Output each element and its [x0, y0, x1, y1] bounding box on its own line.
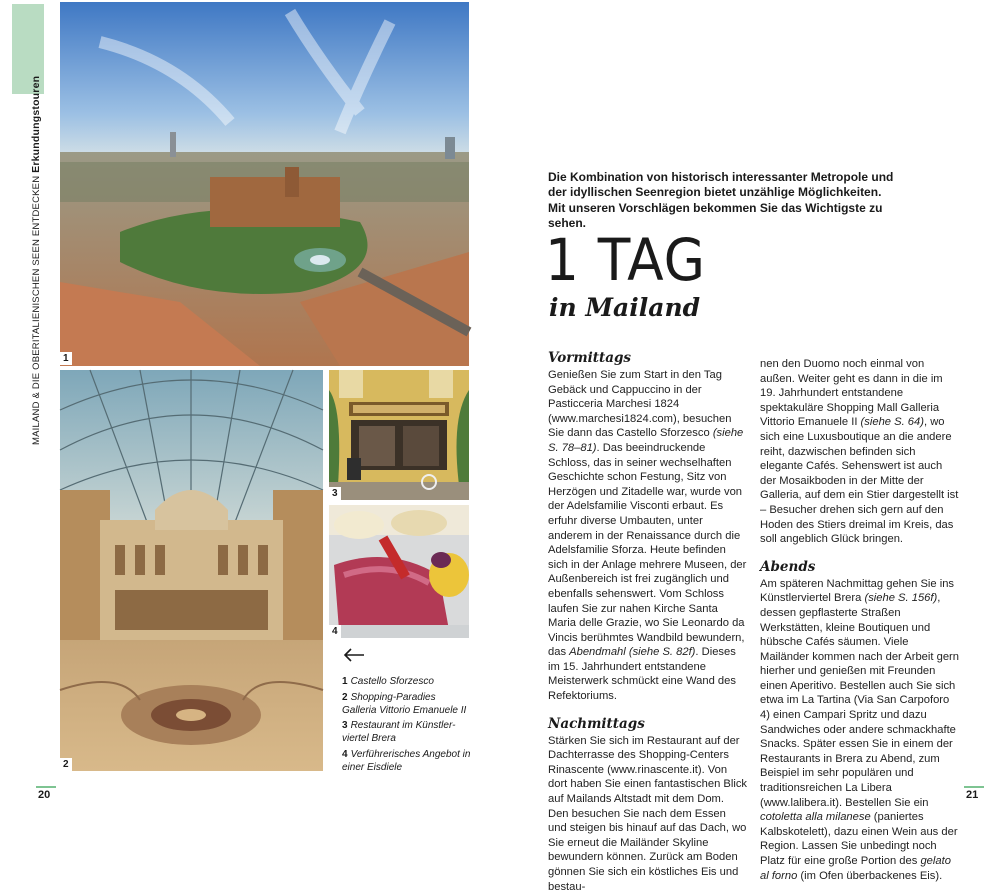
text-column-left	[548, 350, 747, 894]
caption-item: 3 Restaurant im Künstler-viertel Brera	[342, 720, 456, 745]
section-heading-nachmittags: Nachmittags	[548, 715, 645, 732]
image-number: 1	[60, 352, 72, 365]
intro-paragraph: Die Kombination von historisch interessanter Metropole und der idyllischen Seenregion bietet unzählige Möglichkeiten. Mit unseren Vorschlägen bekommen Sie das Wichtigste zu sehen.	[548, 170, 894, 230]
caption-item: 1 Castello Sforzesco	[342, 676, 434, 687]
caption-item: 2 Shopping-Paradies Galleria Vittorio Emanuele II	[342, 691, 467, 716]
section-heading-vormittags: Vormittags	[548, 350, 632, 366]
image-number: 3	[329, 487, 341, 500]
castle-aerial-photo	[60, 2, 469, 366]
section-body-vormittags: Genießen Sie zum Start in den Tag Gebäck und Cappuccino in der Pasticceria Marchesi 1824 (www.marchesi1824.com), besuchen Sie dann das Castello Sforzesco (siehe S. 78–81). Das beeindruckende Schloss, das in seiner wechselhaften Geschichte schon Festung, Sitz von Herzögen und Zitadelle war, wurde von der Adelsfamilie Visconti erbaut. Es erfuhr diverse Umbauten, unter anderem in der Renaissance durch die Adelsfamilie Sforza. Heute befinden sich in der Anlage mehrere Museen, der Außenbereich ist frei zugänglich und ebenfalls sehenswert. Vom Schloss laufen Sie zur nahen Kirche Santa Maria delle Grazie, wo Sie Leonardo da Vincis berühmtes Wandbild bewundern, das Abendmahl (siehe S. 82f). Dieses im 15. Jahrhundert entstandene Meisterwerk schmückt eine Wand des Refektoriums.	[548, 369, 747, 703]
image-number: 4	[329, 625, 341, 638]
cafe-storefront-photo	[329, 370, 469, 500]
running-header	[30, 75, 46, 445]
text-column-right	[760, 357, 959, 883]
page-number-left: 20	[38, 789, 51, 801]
page-subtitle: in Mailand	[549, 293, 701, 322]
page-number-right: 21	[966, 789, 979, 801]
footer-rule-right	[964, 786, 984, 788]
galleria-interior-photo	[60, 370, 323, 771]
running-header-section: Erkundungstouren	[30, 75, 42, 173]
running-header-text: MAILAND & DIE OBERITALIENISCHEN SEEN ENTDECKEN	[31, 175, 42, 445]
section-body-nachmittags-cont: nen den Duomo noch einmal von außen. Weiter geht es dann in die im 19. Jahrhundert entstandene spektakuläre Shopping Mall Galleria Vittorio Emanuele II (siehe S. 64), wo sich eine Luxusboutique an die andere reiht, dazwischen befinden sich elegante Cafés. Sehenswert ist auch der Mosaikboden in der Mitte der Galleria, auf dem ein Stier dargestellt ist – Besucher drehen sich gern auf den Hoden des Stiers dreimal im Kreis, das soll angeblich Glück bringen.	[760, 358, 959, 546]
footer-rule-left	[36, 786, 56, 788]
photo-captions	[342, 676, 472, 778]
arrow-left-icon	[343, 648, 365, 662]
image-number: 2	[60, 758, 72, 771]
section-heading-abends: Abends	[760, 558, 816, 575]
page-title: 1 TAG	[545, 226, 706, 294]
section-body-nachmittags: Stärken Sie sich im Restaurant auf der Dachterrasse des Shopping-Centers Rinascente (www.rinascente.it). Von dort haben Sie einen fantastischen Blick auf Mailands Altstadt mit dem Dom. Den besuchen Sie nach dem Essen und steigen bis hinauf auf das Dach, wo Sie erneut die Mailänder Skyline bewundern können. Zurück am Boden gönnen Sie sich ein köstliches Eis und bestau-	[548, 734, 748, 893]
gelato-photo	[329, 505, 469, 638]
section-body-abends: Am späteren Nachmittag gehen Sie ins Künstlerviertel Brera (siehe S. 156f), dessen gepflasterte Straßen Werkstätten, kleine Boutiquen und hübsche Cafés säumen. Viele Mailänder kommen nach der Arbeit gern hierher und genießen mit Freunden einen Aperitivo. Bestellen auch Sie sich etwa im La Tartina (Via San Carpoforo 4) einen Campari Spritz und dazu Sandwiches oder andere schmackhafte Snacks. Später essen Sie in einem der Restaurants in Brera zu Abend, zum Beispiel im sehr populären und traditionsreichen La Libera (www.lalibera.it). Bestellen Sie ein cotoletta alla milanese (paniertes Kalbskotelett), dazu einen Wein aus der Region. Lassen Sie unbedingt noch Platz für eine große Portion des gelato al forno (im Ofen überbackenes Eis).	[760, 577, 959, 882]
caption-item: 4 Verführerisches Angebot in einer Eisdiele	[342, 748, 471, 773]
